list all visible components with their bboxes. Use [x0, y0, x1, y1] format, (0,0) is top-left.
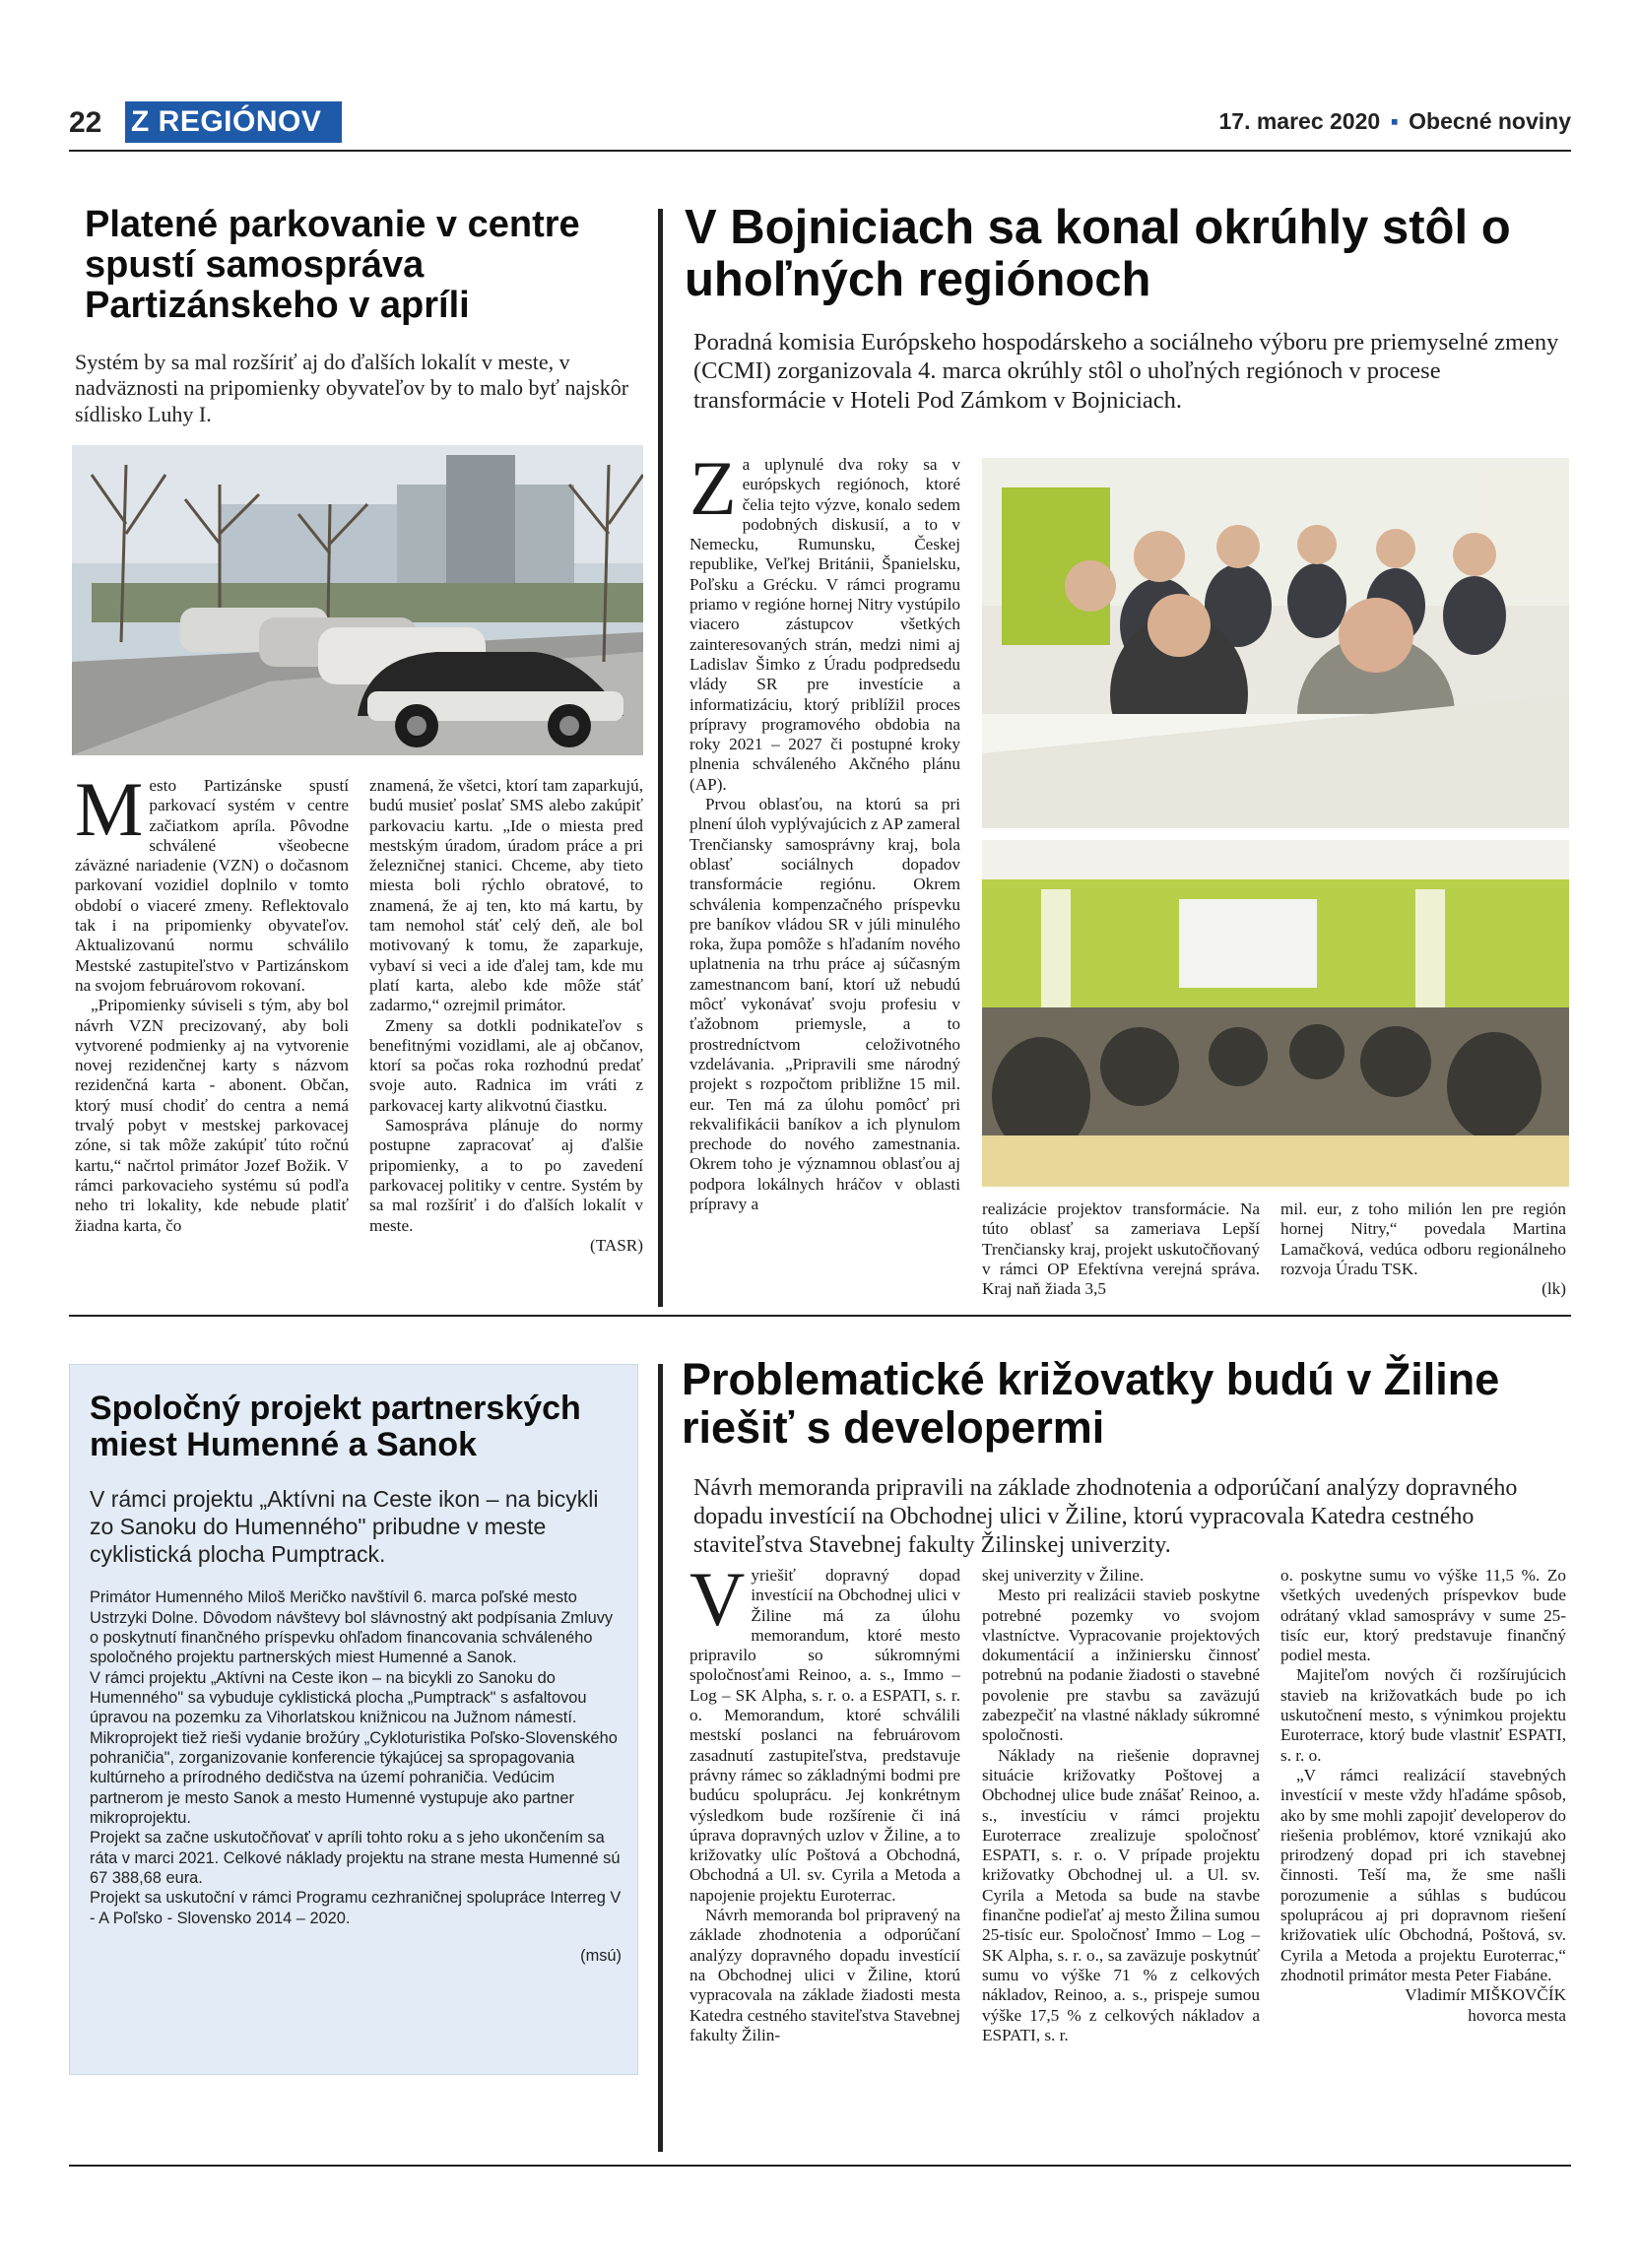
article1-col1	[75, 766, 349, 1236]
article2-signature: (lk)	[1542, 1279, 1566, 1299]
article1-lead: Systém by sa mal rozšíriť aj do ďalších lokalít v meste, v nadväznosti na pripomienky obyvateľov by to malo byť najskôr sídlisko Luhy I.	[75, 350, 629, 426]
section-label: Z REGIÓNOV	[125, 101, 342, 143]
issue-date: 17. marec 2020	[1218, 108, 1381, 134]
dateline	[1218, 108, 1571, 135]
article1-col2	[369, 776, 643, 1256]
newspaper-name: Obecné noviny	[1409, 108, 1571, 134]
article3-text-3: Projekt sa začne uskutočňovať v apríli tohto roku a s jeho ukončením sa ráta v marci 2021. Celkové náklady projektu na strane mesta Humenné sú 67 388,68 eura.	[90, 1829, 621, 1888]
article1-text-2: „Pripomienky súviseli s tým, aby bol návrh VZN precizovaný, aby boli vytvorené podmienky aj na vytvorenie novej rezidenčnej karty s názvom rezidenčná karta - abonent. Občan, ktorý musí chodiť do centra a nemá trvalý pobyt v mestskej parkovacej zóne, si tak môže zakúpiť túto ročnú kartu,“ načrtol primátor Jozef Božik. V rámci parkovacieho systému sú podľa neho tri lokality, kde nebude platiť žiadna karta, čo	[75, 996, 349, 1235]
article4-text-8: „V rámci realizácií stavebných investícií v meste vždy hľadáme spôsob, ako by sme mohli zapojiť developerov do riešenia problémov, ktoré vznikajú ako prirodzený dopad pri ich stavebnej činnosti. Teší ma, že sme našli porozumenie a súhlas s budúcou spoluprácou aj pri dopravnom riešení križovatiek ulíc Obchodná, Poštová, sv. Cyrila a Metoda a projektu Euroterrac,“ zhodnotil primátor mesta Peter Fiabáne.	[1280, 1765, 1566, 1984]
article3-text-1: Primátor Humenného Miloš Meričko navštívil 6. marca poľské mesto Ustrzyki Dolne. Dôvodom návštevy bol slávnostný akt podpísania Zmluvy o poskytnutí finančného príspevku ohľadom financovania schváleného spoločného projektu partnerských miest Humenné a Sanok.	[90, 1588, 614, 1667]
article1-text-4: Zmeny sa dotkli podnikateľov s benefitnými vozidlami, ale aj občanov, ktorí sa počas roka rozhodnú predať svoje auto. Radnica im vráti z parkovacej karty alikvotnú čiastku.	[369, 1015, 643, 1115]
article4-text-7: Majiteľom nových či rozšírujúcich stavieb na križovatkách bude po ich uskutočnení mesto, s výnimkou projektu Euroterrace, ktorý bude vlastniť ESPATI, s. r. o.	[1280, 1665, 1566, 1765]
article1-text-5: Samospráva plánuje do normy postupne zapracovať aj ďalšie pripomienky, a to po zavedení parkovacej politiky v centre. Systém by sa mal rozšíriť i do ďalších lokalít v meste.	[369, 1116, 643, 1235]
parking-photo	[72, 445, 643, 755]
article1-title: Platené parkovanie v centre spustí samospráva Partizánskeho v apríli	[85, 204, 580, 327]
article3-text-4: Projekt sa uskutoční v rámci Programu cezhraničnej spolupráce Interreg V - A Poľsko - Slovensko 2014 – 2020.	[90, 1889, 622, 1927]
column-divider-lower	[658, 1364, 663, 2152]
article4-signature-role: hovorca mesta	[1468, 2005, 1566, 2025]
article2-text-2: Prvou oblasťou, na ktorú sa pri plnení úloh vyplývajúcich z AP zameral Trenčiansky samosprávny kraj, bola oblasť sociálnych dopadov transformácie regiónu. Okrem schválenia kompenzačného príspevku pre baníkov vládou SR v júli minulého roka, župa pomôže s hľadaním nového uplatnenia na trhu práce aj súčasným zamestnancom baní, ktorí už nebudú môcť vykonávať svoju profesiu v ťažobnom priemysle, a to prostredníctvom celoživotného vzdelávania. „Pripravili sme národný projekt s rozpočtom približne 15 mil. eur. Ten má za úlohu pomôcť pri rekvalifikácii baníkov a ich plynulom prechode do nového zamestnania. Okrem toho je významnou oblasťou aj podpora lokálnych hráčov v oblasti prípravy a	[689, 795, 960, 1213]
article1-signature: (TASR)	[589, 1235, 643, 1255]
article2-text-3: realizácie projektov transformácie. Na túto oblasť sa zameriava Lepší Trenčiansky kraj, projekt uskutočňovaný v rámci OP Efektívna verejná správa. Kraj naň žiada 3,5	[982, 1199, 1260, 1299]
column-divider	[658, 209, 663, 1307]
article4-col2	[982, 1566, 1260, 2045]
article1-dropcap: M	[75, 766, 144, 852]
article3-lead: V rámci projektu „Aktívni na Ceste ikon – na bicykli zo Sanoku do Humenného" pribudne v meste cyklistická plocha Pumptrack.	[90, 1486, 599, 1567]
section-rule	[69, 1315, 1571, 1317]
article4-dropcap: V	[689, 1556, 746, 1642]
article4-lead: Návrh memoranda pripravili na základe zhodnotenia a odporúčaní analýzy dopravného dopadu investícií na Obchodnej ulici v Žiline, ktorú vypracovala Katedra cestného staviteľstva Stavebnej fakulty Žilinskej univerzity.	[693, 1475, 1518, 1558]
article2-text-1: a uplynulé dva roky sa v európskych regiónoch, ktoré čelia tejto výzve, konalo sedem podobných diskusií, a to v Nemecku, Rumunsku, Českej republike, Veľkej Británii, Španielsku, Poľsku a Grécku. V rámci programu priamo v regióne hornej Nitry vystúpilo viacero zástupcov všetkých zainteresovaných strán, medzi nimi aj Ladislav Šimko z Úradu podpredsedu vlády SR pre investície a informatizáciu, ktorý priblížil proces prípravy programového obdobia na roky 2021 – 2027 či postupné kroky plnenia schváleného Akčného plánu (AP).	[689, 455, 960, 794]
article2-col2	[982, 1199, 1260, 1299]
article4-col1	[689, 1556, 960, 2045]
article4-text-3: skej univerzity v Žiline.	[982, 1566, 1145, 1585]
article2-col3	[1280, 1199, 1566, 1299]
article4-title: Problematické križovatky budú v Žiline riešiť s developermi	[682, 1354, 1500, 1453]
article2-lead: Poradná komisia Európskeho hospodárskeho a sociálneho výboru pre priemyselné zmeny (CCMI) zorganizovala 4. marca okrúhly stôl o uhoľných regiónoch v procese transformácie v Hoteli Pod Zámkom v Bojniciach.	[693, 329, 1559, 414]
article2-title: V Bojniciach sa konal okrúhly stôl o uhoľných regiónoch	[685, 201, 1511, 306]
article1-text-3: znamená, že všetci, ktorí tam zaparkujú, budú musieť poslať SMS alebo zakúpiť parkovaciu kartu. „Ide o miesta pred mestským úradom, úradom práce a pri železničnej stanici. Chceme, aby tieto miesta boli rýchlo obratové, to znamená, že aj ten, kto má kartu, by tam nemohol stáť celý deň, ale bol motivovaný k tomu, že zaparkuje, vybaví si veci a ide ďalej tam, kde mu platí karta, alebo kde môže stáť zadarmo,“ ozrejmil primátor.	[369, 776, 643, 1015]
article4-text-1: yriešiť dopravný dopad investícií na Obchodnej ulici v Žiline má za úlohu memorandum, ktoré mesto pripravilo so súkromnými spoločnosťami Reinoo, a. s., Immo – Log – SK Alpha, s. r. o. a ESPATI, s. r. o. Memorandum, ktoré schválili mestskí poslanci na februárovom zasadnutí zastupiteľstva, predstavuje právny rámec so základnými bodmi pre budúcu spoluprácu. Jej konkrétnym výsledkom bude rozšírenie či iná úprava dopravných uzlov v Žiline, a to križovatky ulíc Poštová a Obchodná, Obchodná a Ul. sv. Cyrila a Metoda a napojenie projektu Euroterrac.	[689, 1566, 960, 1905]
article2-text-4: mil. eur, z toho milión len pre región hornej Nitry,“ povedala Martina Lamačková, vedúca odboru regionálneho rozvoja Úradu TSK.	[1280, 1199, 1566, 1278]
article3-signature: (msú)	[580, 1947, 622, 1966]
article4-col3	[1280, 1566, 1566, 2026]
article4-text-2: Návrh memoranda bol pripravený na základe zhodnotenia a odporúčaní analýzy dopravného dopadu investícií na Obchodnej ulici v Žiline, ktorú vypracovala na základe žiadosti mesta Katedra cestného staviteľstva Stavebnej fakulty Žilin-	[689, 1906, 960, 2044]
article4-text-6: o. poskytne sumu vo výške 11,5 %. Zo všetkých uvedených príspevkov bude odrátaný vklad samosprávy v sume 25-tisíc eur, ktorý predstavuje finančný podiel mesta.	[1280, 1566, 1566, 1665]
roundtable-photo	[982, 458, 1569, 828]
article2-col1	[689, 445, 960, 1214]
article4-text-5: Náklady na riešenie dopravnej situácie križovatky Poštovej a Obchodnej ulice bude znášať Reinoo, a. s., investíciu v rámci projektu Euroterrace zrealizuje spoločnosť ESPATI, s. r. o. V prípade projektu križovatky Obchodnej ul. a Ul. sv. Cyrila a Metoda sa bude na stavbe finančne podieľať aj mesto Žilina sumou 25-tisíc eur. Spoločnosť Immo – Log – SK Alpha, s. r. o., sa zaväzuje poskytnúť sumu vo výške 71 % z celkových nákladov, Reinoo, a. s., prispeje sumou výške 17,5 % z celkových nákladov a ESPATI, s. r.	[982, 1745, 1260, 2044]
page-number: 22	[69, 106, 102, 139]
article4-text-4: Mesto pri realizácii stavieb poskytne potrebné pozemky vo svojom vlastníctve. Vypracovanie projektových dokumentácií a inžiniersku činnosť potrebnú na podanie žiadosti o stavebné povolenie pre stavbu sa zaväzujú zabezpečiť na vlastné náklady súkromné spoločnosti.	[982, 1586, 1260, 1745]
article4-signature-name: Vladimír MIŠKOVČÍK	[1405, 1985, 1566, 2005]
header-rule	[69, 150, 1571, 152]
article3-text-2: V rámci projektu „Aktívni na Ceste ikon – na bicykli zo Sanoku do Humenného" sa vybuduje cyklistická plocha „Pumptrack" s asfaltovou úpravou na pozemku za Vihorlatskou knižnicou na Južnom námestí. Mikroprojekt tiež rieši vydanie brožúry „Cykloturistika Poľsko-Slovenského pohraničia", zorganizovanie konferencie týkajúcej sa spropagovania kultúrneho a prírodného dedičstva na území pohraničia. Vedúcim partnerom je mesto Sanok a mesto Humenné vystupuje ako partner mikroprojektu.	[90, 1668, 618, 1827]
footer-rule	[69, 2165, 1571, 2167]
partner-cities-box	[69, 1364, 638, 2075]
article3-title: Spoločný projekt partnerských miest Humenné a Sanok	[90, 1390, 581, 1463]
article2-dropcap: Z	[689, 445, 737, 531]
conference-hall-photo	[982, 840, 1569, 1187]
article1-text-1: esto Partizánske spustí parkovací systém v centre začiatkom apríla. Pôvodne schválené všeobecne záväzné nariadenie (VZN) o dočasnom parkovaní vozidiel doplnilo v tomto období o viaceré zmeny. Reflektovalo tak i na pripomienky obyvateľov. Aktualizovanú normu schválilo Mestské zastupiteľstvo v Partizánskom na svojom februárovom rokovaní.	[75, 776, 349, 995]
separator: ▪	[1390, 108, 1399, 134]
